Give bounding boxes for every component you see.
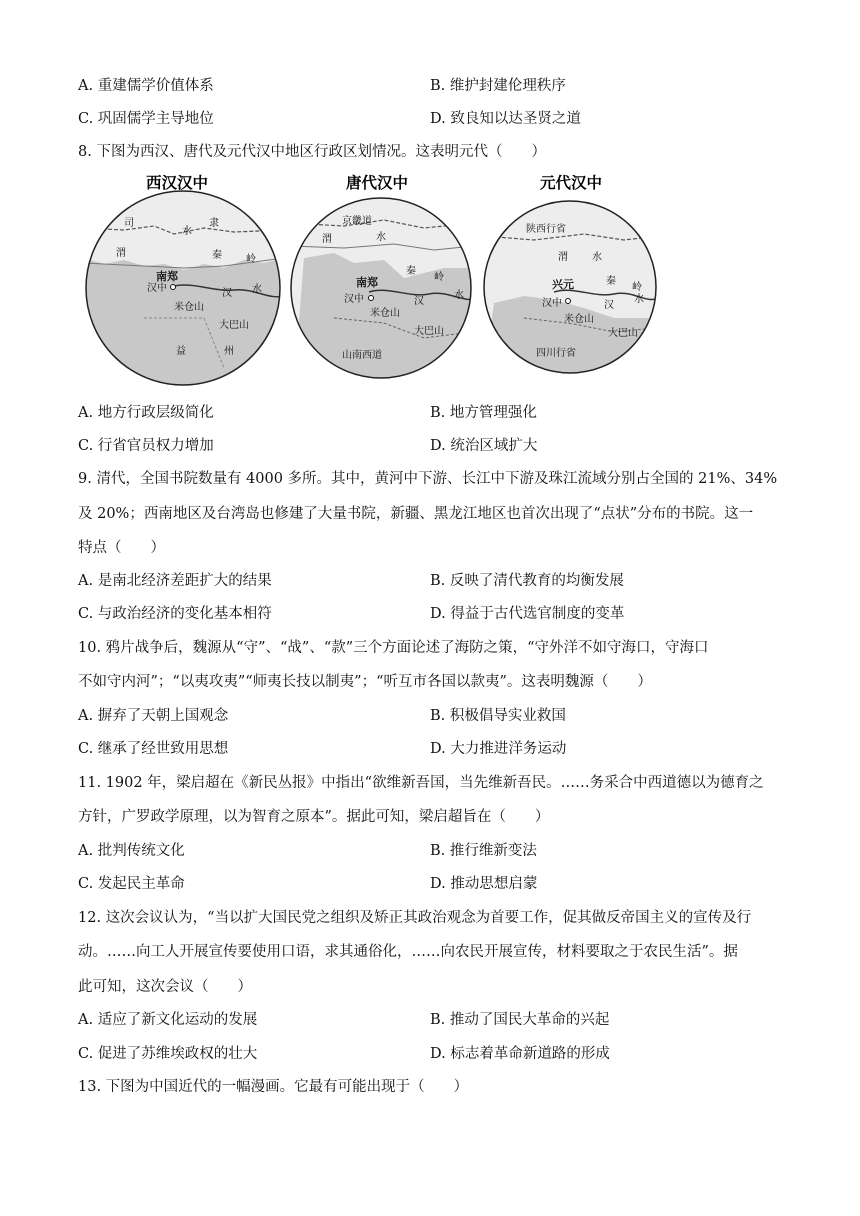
map2-label-shannanxidao: 山南西道: [342, 350, 382, 361]
q8-maps-figure: [84, 168, 784, 388]
q12-option-c: C. 促进了苏维埃政权的壮大: [78, 1046, 258, 1062]
map1-label-daba: 大巴山: [219, 320, 249, 331]
map3-label-daba: 大巴山: [608, 328, 638, 339]
q10-stem-line-2: 不如守内河”；“以夷攻夷”“师夷长技以制夷”；“听互市各国以款夷”。这表明魏源（ ）: [78, 674, 652, 690]
q7-option-b: B. 维护封建伦理秩序: [430, 78, 566, 94]
q12-option-d: D. 标志着革命新道路的形成: [430, 1046, 610, 1062]
map1-label-ling: 岭: [246, 254, 256, 265]
map3-label-micang: 米仓山: [564, 314, 594, 325]
map3-city2: 汉中: [542, 298, 562, 309]
q8-stem: 8. 下图为西汉、唐代及元代汉中地区行政区划情况。这表明元代（ ）: [78, 144, 546, 160]
map2-title: 唐代汉中: [346, 174, 409, 192]
map3-label-qin: 秦: [606, 276, 616, 287]
map2-city2: 汉中: [344, 294, 364, 305]
map3-label-wei: 渭: [558, 252, 568, 263]
q8-maps-svg: [84, 168, 784, 388]
q8-option-d: D. 统治区域扩大: [430, 438, 538, 454]
q11-stem-line-1: 11. 1902 年，梁启超在《新民丛报》中指出“欲维新吾国，当先维新吾民。……务采合中西道德以为德育之: [78, 775, 764, 791]
map1-city: 南郑: [156, 270, 178, 283]
q8-option-c: C. 行省官员权力增加: [78, 438, 214, 454]
q8-option-b: B. 地方管理强化: [430, 405, 537, 421]
map1-label-shui2: 水: [252, 284, 262, 295]
q12-stem-line-1: 12. 这次会议认为，“当以扩大国民党之组织及矫正其政治观念为首要工作，促其做反帝国主义的宣传及行: [78, 910, 752, 926]
map1-label-si: 司: [124, 218, 134, 229]
q9-option-a: A. 是南北经济差距扩大的结果: [78, 573, 272, 589]
map2-label-shui2: 水: [454, 290, 464, 301]
map3-label-han: 汉: [604, 300, 614, 311]
map2-body: [284, 193, 484, 383]
map1-label-micang: 米仓山: [174, 302, 204, 313]
map2-label-daba: 大巴山: [414, 326, 444, 337]
q10-option-c: C. 继承了经世致用思想: [78, 741, 229, 757]
map1-label-wei: 渭: [116, 248, 126, 259]
map1-city2: 汉中: [147, 283, 167, 294]
map2-label-ling: 岭: [434, 272, 444, 283]
map1-title: 西汉汉中: [146, 174, 209, 192]
map3-city: 兴元: [552, 278, 574, 291]
map1-label-qin: 秦: [212, 250, 222, 261]
q9-option-c: C. 与政治经济的变化基本相符: [78, 606, 272, 622]
q12-stem-line-3: 此可知，这次会议（ ）: [78, 979, 252, 995]
map2-label-jingji: 京畿道: [342, 216, 372, 227]
q11-option-c: C. 发起民主革命: [78, 876, 185, 892]
q10-option-a: A. 摒弃了天朝上国观念: [78, 708, 229, 724]
map1-label-yi: 益: [176, 346, 186, 357]
q10-option-d: D. 大力推进洋务运动: [430, 741, 567, 757]
q12-stem-line-2: 动。……向工人开展宣传要使用口语，求其通俗化，……向农民开展宣传，材料要取之于农民生活”。据: [78, 944, 738, 960]
map3-label-sichuan: 四川行省: [536, 348, 576, 359]
q11-option-b: B. 推行维新变法: [430, 843, 537, 859]
map2-label-han: 汉: [414, 296, 424, 307]
q11-option-d: D. 推动思想启蒙: [430, 876, 538, 892]
q9-option-b: B. 反映了清代教育的均衡发展: [430, 573, 624, 589]
q11-stem-line-2: 方针，广罗政学原理，以为智育之原本”。据此可知，梁启超旨在（ ）: [78, 809, 550, 825]
map1-label-han: 汉: [222, 288, 232, 299]
map2-label-shui1: 水: [376, 232, 386, 243]
map3-label-shui1: 水: [592, 252, 602, 263]
map3-label-ling: 岭: [632, 282, 642, 293]
q7-option-c: C. 巩固儒学主导地位: [78, 111, 214, 127]
map3-label-shaanxi: 陕西行省: [526, 224, 566, 235]
map2-city: 南郑: [356, 276, 378, 289]
map2-label-qin: 秦: [406, 266, 416, 277]
q9-stem-line-3: 特点（ ）: [78, 540, 165, 556]
q11-option-a: A. 批判传统文化: [78, 843, 185, 859]
map3-title: 元代汉中: [540, 174, 603, 192]
map3-label-shui2: 水: [634, 294, 644, 305]
q10-stem-line-1: 10. 鸦片战争后，魏源从“守”、“战”、“款”三个方面论述了海防之策，“守外洋不如守海口，守海口: [78, 640, 709, 656]
q9-option-d: D. 得益于古代选官制度的变革: [430, 606, 625, 622]
q7-option-a: A. 重建儒学价值体系: [78, 78, 214, 94]
map2-label-wei: 渭: [322, 234, 332, 245]
map1-label-zhou: 州: [224, 346, 234, 357]
q10-option-b: B. 积极倡导实业救国: [430, 708, 566, 724]
q8-option-a: A. 地方行政层级简化: [78, 405, 214, 421]
q13-stem: 13. 下图为中国近代的一幅漫画。它最有可能出现于（ ）: [78, 1079, 469, 1095]
map1-label-li: 隶: [209, 218, 219, 229]
q9-stem-line-2: 及 20%；西南地区及台湾岛也修建了大量书院，新疆、黑龙江地区也首次出现了“点状”分布的书院。这一: [78, 506, 754, 522]
q12-option-a: A. 适应了新文化运动的发展: [78, 1012, 258, 1028]
q7-option-d: D. 致良知以达圣贤之道: [430, 111, 581, 127]
map1-label-shui1: 水: [182, 226, 192, 237]
q9-stem-line-1: 9. 清代，全国书院数量有 4000 多所。其中，黄河中下游、长江中下游及珠江流域分别占全国的 21%、34%: [78, 471, 778, 487]
q12-option-b: B. 推动了国民大革命的兴起: [430, 1012, 610, 1028]
map2-label-micang: 米仓山: [370, 308, 400, 319]
